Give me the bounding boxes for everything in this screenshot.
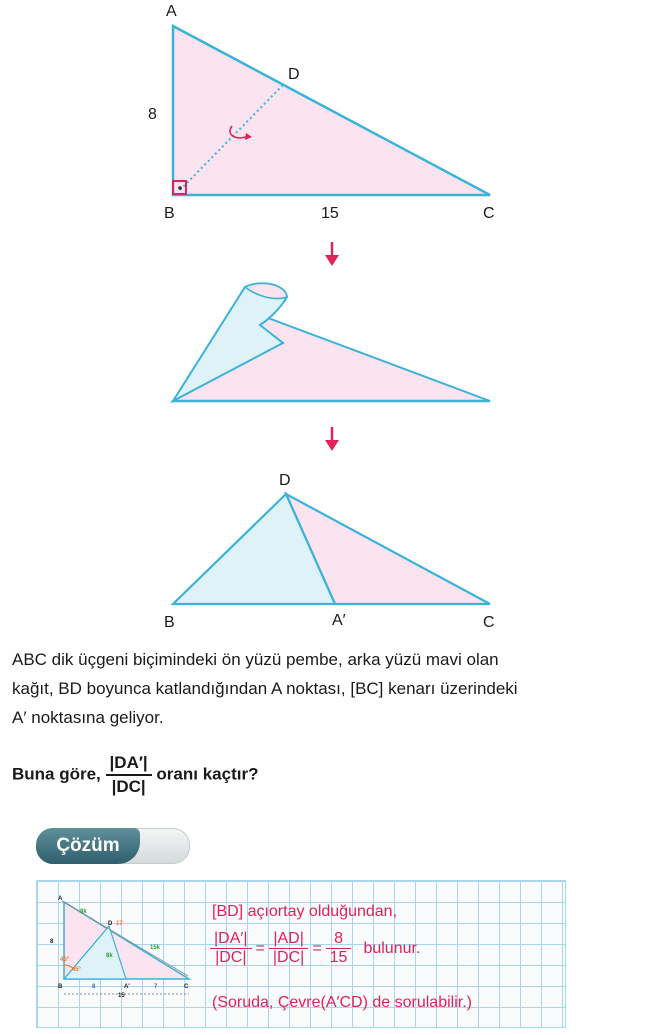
problem-line-2: kağıt, BD boyunca katlandığından A noktası, [BC] kenarı üzerindeki bbox=[12, 679, 518, 698]
vertex-a-prime-label: A′ bbox=[332, 612, 346, 629]
mini-bottom-7-label: 7 bbox=[154, 984, 158, 990]
solution-result-word: bulunur. bbox=[363, 939, 421, 957]
solution-fraction-2-den: |DC| bbox=[272, 949, 305, 966]
mini-15k-label: 15k bbox=[150, 945, 161, 951]
mini-17-label: 17 bbox=[116, 921, 123, 927]
question bbox=[12, 752, 642, 808]
down-arrow-icon bbox=[320, 240, 344, 270]
solution-note: (Soruda, Çevre(A′CD) de sorulabilir.) bbox=[212, 994, 472, 1011]
vertex-d-label: D bbox=[288, 66, 300, 83]
mini-angle-45b: 45° bbox=[72, 967, 82, 973]
vertex-c-label: C bbox=[483, 205, 495, 222]
question-fraction bbox=[106, 752, 152, 798]
solution-fraction-3 bbox=[328, 930, 350, 967]
down-arrow-icon bbox=[320, 425, 344, 455]
folded-triangle-figure bbox=[0, 470, 651, 610]
mini-solution-figure bbox=[52, 893, 197, 1003]
mini-a-prime-label: A′ bbox=[124, 984, 130, 990]
mini-8k-label: 8k bbox=[80, 909, 87, 915]
fraction-numerator: |DA′| bbox=[109, 753, 148, 772]
side-bc-length: 15 bbox=[321, 205, 339, 222]
question-prefix: Buna göre, bbox=[12, 764, 101, 784]
vertex-a-label: A bbox=[166, 3, 177, 20]
mini-c-label: C bbox=[184, 984, 189, 990]
mini-side-8-label: 8 bbox=[50, 939, 54, 945]
side-ab-length: 8 bbox=[148, 106, 157, 123]
mini-total-15-label: 15 bbox=[118, 993, 125, 999]
folding-figure bbox=[0, 275, 651, 410]
mini-a-label: A bbox=[58, 896, 63, 902]
solution-equation bbox=[212, 930, 420, 967]
mini-d-label: D bbox=[108, 921, 113, 927]
fraction-denominator: |DC| bbox=[111, 777, 146, 796]
mini-bottom-8-label: 8 bbox=[92, 984, 96, 990]
triangle-abc bbox=[173, 26, 490, 195]
mini-8k-b-label: 8k bbox=[106, 953, 113, 959]
problem-line-1: ABC dik üçgeni biçimindeki ön yüzü pembe, arka yüzü mavi olan bbox=[12, 650, 499, 669]
cozum-badge: Çözüm bbox=[36, 828, 140, 864]
solution-fraction-1-num: |DA′| bbox=[214, 930, 248, 947]
problem-line-3: A′ noktasına geliyor. bbox=[12, 708, 164, 727]
solution-fraction-1 bbox=[212, 930, 250, 967]
solution-fraction-2-num: |AD| bbox=[273, 930, 304, 947]
solution-fraction-3-num: 8 bbox=[334, 930, 343, 947]
question-suffix: oranı kaçtır? bbox=[156, 764, 259, 784]
mini-angle-45a: 45° bbox=[60, 957, 70, 963]
equals-sign-1: = bbox=[255, 939, 265, 957]
solution-fraction-1-den: |DC| bbox=[215, 949, 247, 966]
solution-fraction-2 bbox=[271, 930, 306, 967]
triangle-abc-figure bbox=[0, 0, 651, 240]
solution-line-1: [BD] açıortay olduğundan, bbox=[212, 903, 398, 920]
vertex-c-label: C bbox=[483, 614, 495, 631]
vertex-b-label: B bbox=[164, 205, 175, 222]
mini-b-label: B bbox=[58, 984, 63, 990]
solution-fraction-3-den: 15 bbox=[329, 949, 348, 966]
equals-sign-2: = bbox=[312, 939, 322, 957]
vertex-d-label: D bbox=[279, 472, 291, 489]
vertex-b-label: B bbox=[164, 614, 175, 631]
